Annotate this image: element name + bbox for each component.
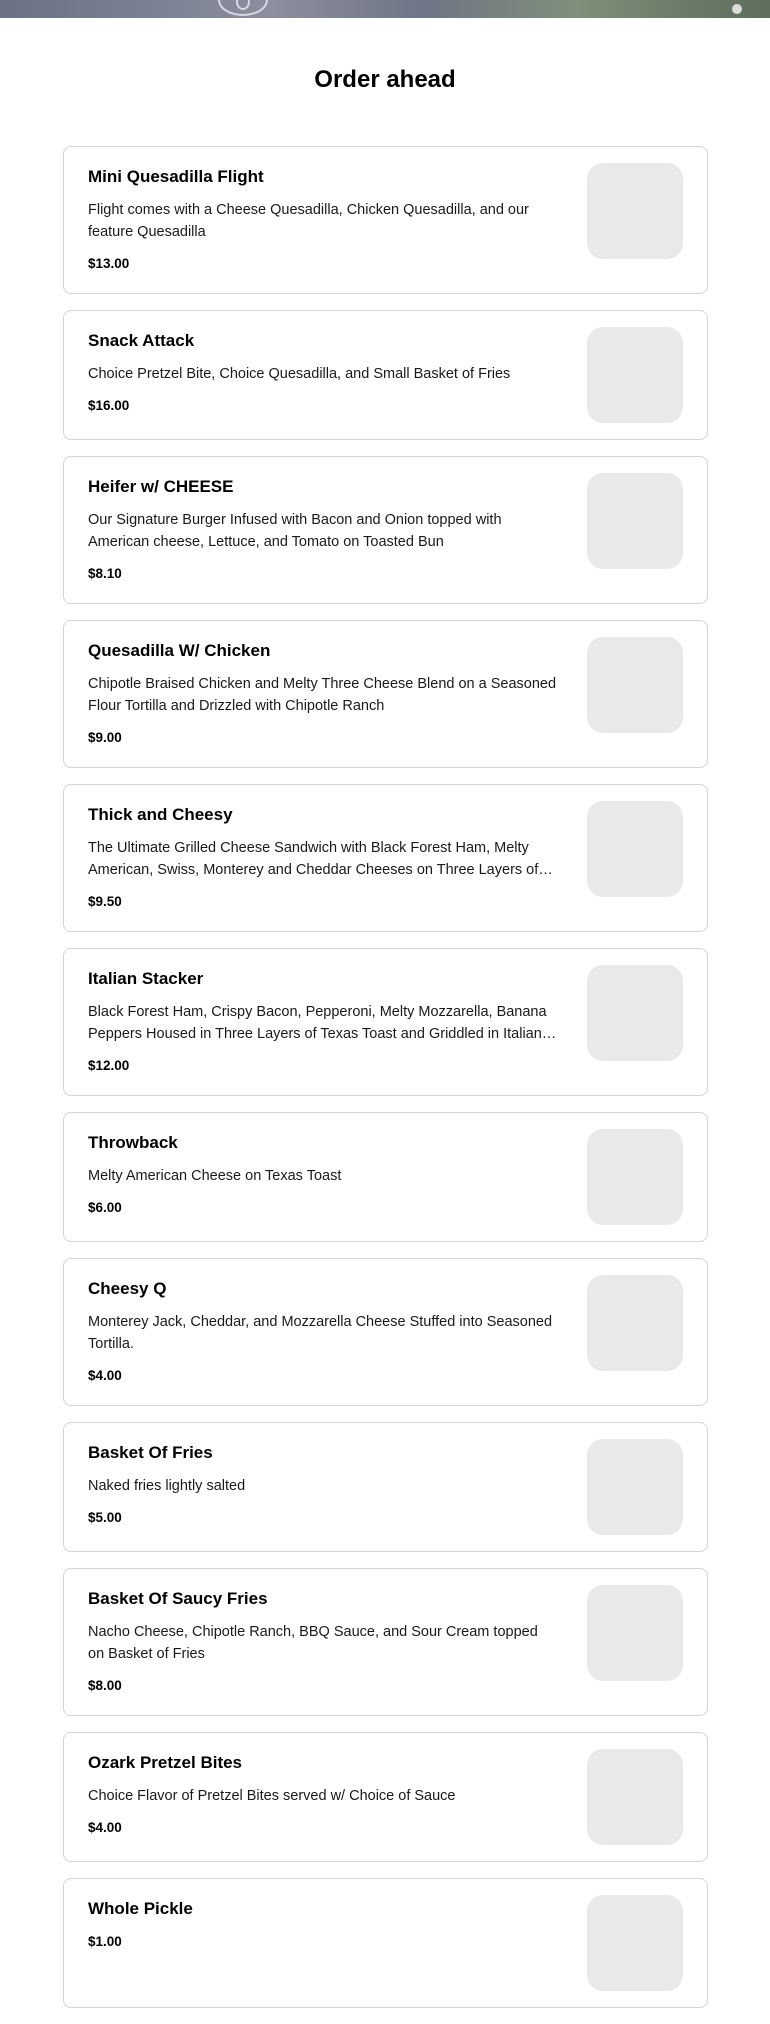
menu-item-description: Our Signature Burger Infused with Bacon and Onion topped with American cheese, Lettuce, and Tomato on Toasted Bun — [88, 512, 502, 550]
menu-item-card[interactable] — [63, 620, 708, 768]
menu-item-price: $4.00 — [88, 1368, 122, 1383]
menu-item-card[interactable] — [63, 948, 708, 1096]
menu-item-price: $8.00 — [88, 1678, 122, 1693]
menu-item-description: Flight comes with a Cheese Quesadilla, Chicken Quesadilla, and our feature Quesadilla — [88, 202, 529, 240]
menu-item-name: Ozark Pretzel Bites — [88, 1753, 243, 1772]
menu-item-name: Basket Of Saucy Fries — [88, 1589, 268, 1608]
menu-item-image-placeholder — [587, 1749, 683, 1845]
menu-item-image-placeholder — [587, 1439, 683, 1535]
menu-list — [63, 146, 708, 2024]
menu-item-description: Choice Pretzel Bite, Choice Quesadilla, and Small Basket of Fries — [88, 366, 511, 382]
menu-item-name: Throwback — [88, 1133, 178, 1152]
menu-item-description: Naked fries lightly salted — [88, 1478, 246, 1494]
page-title: Order ahead — [314, 66, 456, 93]
menu-item-image-placeholder — [587, 1585, 683, 1681]
menu-item-card[interactable] — [63, 146, 708, 294]
menu-item-price: $16.00 — [88, 398, 130, 413]
light-decoration — [732, 4, 742, 14]
menu-item-price: $12.00 — [88, 1058, 130, 1073]
menu-item-description: Chipotle Braised Chicken and Melty Three Cheese Blend on a Seasoned Flour Tortilla and Drizzled with Chipotle Ranch — [88, 676, 557, 714]
menu-item-name: Snack Attack — [88, 331, 195, 350]
menu-item-image-placeholder — [587, 327, 683, 423]
hero-image — [0, 0, 770, 18]
menu-item-name: Thick and Cheesy — [88, 805, 233, 824]
menu-item-card[interactable] — [63, 1258, 708, 1406]
menu-item-name: Basket Of Fries — [88, 1443, 213, 1462]
menu-item-card[interactable] — [63, 1878, 708, 2008]
menu-item-image-placeholder — [587, 965, 683, 1061]
menu-item-description: Black Forest Ham, Crispy Bacon, Pepperoni, Melty Mozzarella, Banana Peppers Housed in Three Layers of Texas Toast and Griddled in Italian… — [88, 1004, 557, 1042]
menu-item-price: $6.00 — [88, 1200, 122, 1215]
menu-item-name: Heifer w/ CHEESE — [88, 477, 234, 496]
menu-item-price: $9.00 — [88, 730, 122, 745]
menu-item-description: Nacho Cheese, Chipotle Ranch, BBQ Sauce, and Sour Cream topped on Basket of Fries — [88, 1624, 538, 1662]
menu-item-image-placeholder — [587, 801, 683, 897]
menu-item-image-placeholder — [587, 473, 683, 569]
menu-item-price: $4.00 — [88, 1820, 122, 1835]
menu-item-image-placeholder — [587, 1275, 683, 1371]
menu-item-price: $5.00 — [88, 1510, 122, 1525]
menu-item-card[interactable] — [63, 310, 708, 440]
menu-item-name: Mini Quesadilla Flight — [88, 167, 264, 186]
menu-item-card[interactable] — [63, 1568, 708, 1716]
menu-item-name: Italian Stacker — [88, 969, 204, 988]
menu-item-description: The Ultimate Grilled Cheese Sandwich with Black Forest Ham, Melty American, Swiss, Monterey and Cheddar Cheeses on Three Layers of… — [88, 840, 553, 878]
menu-item-card[interactable] — [63, 1112, 708, 1242]
menu-item-name: Cheesy Q — [88, 1279, 167, 1298]
menu-item-card[interactable] — [63, 784, 708, 932]
menu-item-name: Whole Pickle — [88, 1899, 193, 1918]
menu-item-card[interactable] — [63, 456, 708, 604]
menu-item-price: $9.50 — [88, 894, 122, 909]
menu-item-price: $1.00 — [88, 1934, 122, 1949]
menu-item-image-placeholder — [587, 163, 683, 259]
menu-item-price: $13.00 — [88, 256, 130, 271]
menu-item-description: Choice Flavor of Pretzel Bites served w/ Choice of Sauce — [88, 1788, 456, 1804]
menu-item-image-placeholder — [587, 1129, 683, 1225]
menu-item-card[interactable] — [63, 1422, 708, 1552]
menu-item-card[interactable] — [63, 1732, 708, 1862]
menu-item-image-placeholder — [587, 637, 683, 733]
menu-item-price: $8.10 — [88, 566, 122, 581]
menu-item-description: Monterey Jack, Cheddar, and Mozzarella Cheese Stuffed into Seasoned Tortilla. — [88, 1314, 553, 1352]
menu-item-image-placeholder — [587, 1895, 683, 1991]
menu-item-name: Quesadilla W/ Chicken — [88, 641, 271, 660]
menu-item-description: Melty American Cheese on Texas Toast — [88, 1168, 342, 1184]
